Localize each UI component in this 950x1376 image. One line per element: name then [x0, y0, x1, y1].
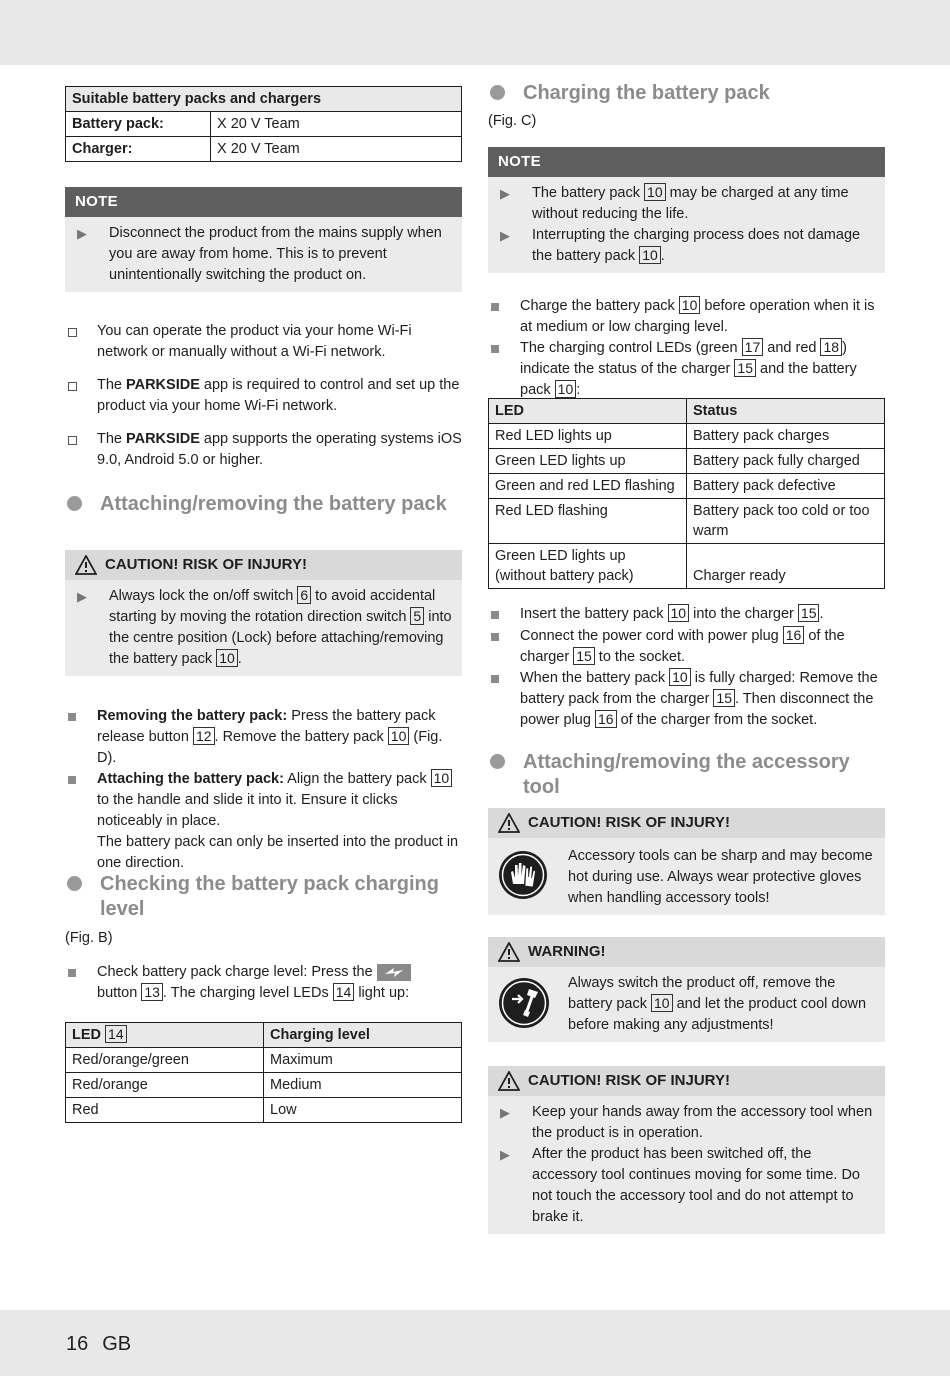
table-row: Red Low	[66, 1098, 462, 1123]
list-item: Charge the battery pack 10 before operation when it is at medium or low charging level.	[488, 296, 885, 338]
caution-heading: CAUTION! RISK OF INJURY!	[528, 1072, 730, 1089]
square-bullet-icon	[491, 345, 499, 353]
charge-list	[488, 296, 885, 401]
warning-text: Always switch the product off, remove the battery pack 10 and let the product cool down before making any adjustments!	[568, 975, 867, 1033]
led-status-table: LED Status Red LED lights up Battery pack charges Green LED lights up Battery pack fully charged Green and red LED flashing Battery pack defective Red LED flashing Battery pack too cold or too warm Green LED lights up (without battery pack) Charger ready	[488, 398, 885, 589]
charge-level-button-icon	[377, 964, 411, 981]
list-item: Attaching the battery pack: Align the battery pack 10 to the handle and slide it into it. Ensure it clicks noticeably in place. The battery pack can only be inserted into the product in one direction.	[65, 769, 462, 874]
note-box	[65, 187, 462, 292]
square-bullet-icon	[491, 611, 499, 619]
caution-heading: CAUTION! RISK OF INJURY!	[105, 556, 307, 573]
section-dot-icon	[490, 85, 505, 100]
square-bullet-icon	[68, 969, 76, 977]
table-row: Battery pack: X 20 V Team	[66, 112, 462, 137]
insert-list	[488, 604, 885, 731]
warning-box	[488, 937, 885, 1042]
caution-box	[488, 808, 885, 915]
list-item: The PARKSIDE app is required to control and set up the product via your home Wi-Fi network.	[65, 375, 462, 417]
open-bullet-list	[65, 321, 462, 471]
caution-box	[488, 1066, 885, 1234]
table-row: Red LED lights up Battery pack charges	[489, 424, 885, 449]
list-item: Removing the battery pack: Press the battery pack release button 12 . Remove the battery pack 10 (Fig. D).	[65, 706, 462, 769]
square-bullet-icon	[68, 436, 77, 445]
language-code: GB	[102, 1333, 132, 1355]
page-footer	[66, 1330, 145, 1358]
play-triangle-icon: ▶	[77, 589, 87, 604]
section-heading: Attaching/removing the accessory tool	[488, 750, 885, 800]
table-row: Green and red LED flashing Battery pack defective	[489, 474, 885, 499]
section-dot-icon	[490, 754, 505, 769]
list-item: ▶ After the product has been switched off, the accessory tool continues moving for some time. Do not touch the accessory tool and do not attempt to brake it.	[500, 1146, 860, 1225]
list-item: ▶ Interrupting the charging process does not damage the battery pack 10 .	[500, 227, 861, 264]
table-row: Red/orange Medium	[66, 1073, 462, 1098]
square-bullet-icon	[68, 328, 77, 337]
unplug-icon	[498, 977, 550, 1029]
note-box	[488, 147, 885, 273]
warning-triangle-icon	[75, 555, 97, 575]
table-row: Green LED lights up (without battery pack) Charger ready	[489, 544, 885, 589]
fig-reference: (Fig. B)	[65, 930, 113, 946]
list-item: When the battery pack 10 is fully charged: Remove the battery pack from the charger 15 . Then disconnect the power plug 16 of the charger from the socket.	[488, 668, 885, 731]
warning-triangle-icon	[498, 1071, 520, 1091]
table-row: Charger: X 20 V Team	[66, 137, 462, 162]
list-item: ▶ Keep your hands away from the accessory tool when the product is in operation.	[500, 1104, 873, 1141]
note-text: Disconnect the product from the mains supply when you are away from home. This is to prevent unintentionally switching the product on.	[109, 225, 442, 283]
square-bullet-icon	[68, 713, 76, 721]
list-item: Connect the power cord with power plug 16 of the charger 15 to the socket.	[488, 626, 885, 668]
square-bullet-icon	[68, 776, 76, 784]
page-number: 16	[66, 1333, 89, 1355]
caution-box	[65, 550, 462, 676]
list-item: Insert the battery pack 10 into the charger 15 .	[488, 604, 885, 626]
section-heading: Attaching/removing the battery pack	[65, 492, 462, 517]
table-title: Suitable battery packs and chargers	[66, 87, 462, 112]
table-row: Red LED flashing Battery pack too cold or too warm	[489, 499, 885, 544]
play-triangle-icon: ▶	[500, 228, 510, 243]
battery-charger-table	[65, 86, 462, 162]
section-heading: Checking the battery pack charging level	[65, 872, 462, 922]
top-band	[0, 0, 950, 65]
note-heading: NOTE	[488, 147, 885, 177]
warning-heading: WARNING!	[528, 943, 606, 960]
list-item: The charging control LEDs (green 17 and red 18 ) indicate the status of the charger 15 and the battery pack 10 :	[488, 338, 885, 401]
table-row: Green LED lights up Battery pack fully charged	[489, 449, 885, 474]
table-row: Red/orange/green Maximum	[66, 1048, 462, 1073]
caution-heading: CAUTION! RISK OF INJURY!	[528, 814, 730, 831]
charging-level-table: LED 14 Charging level Red/orange/green Maximum Red/orange Medium Red Low	[65, 1022, 462, 1123]
warning-triangle-icon	[498, 942, 520, 962]
section-dot-icon	[67, 876, 82, 891]
section-heading: Charging the battery pack	[488, 81, 885, 106]
attach-remove-list	[65, 706, 462, 874]
list-item: You can operate the product via your home Wi-Fi network or manually without a Wi-Fi network.	[65, 321, 462, 363]
square-bullet-icon	[491, 303, 499, 311]
note-heading: NOTE	[65, 187, 462, 217]
list-item: ▶ The battery pack 10 may be charged at any time without reducing the life.	[500, 184, 849, 222]
play-triangle-icon: ▶	[77, 226, 87, 241]
caution-text: Accessory tools can be sharp and may become hot during use. Always wear protective gloves when handling accessory tools!	[568, 848, 873, 906]
square-bullet-icon	[68, 382, 77, 391]
play-triangle-icon: ▶	[500, 1147, 510, 1162]
play-triangle-icon: ▶	[500, 186, 510, 201]
square-bullet-icon	[491, 633, 499, 641]
protective-gloves-icon	[498, 850, 548, 900]
play-triangle-icon: ▶	[500, 1105, 510, 1120]
warning-triangle-icon	[498, 813, 520, 833]
check-level-item: Check battery pack charge level: Press the button 13 . The charging level LEDs 14 light up:	[65, 962, 462, 1004]
caution-text: Always lock the on/off switch 6 to avoid accidental starting by moving the rotation direction switch 5 into the centre position (Lock) before attaching/removing the battery pack 10 .	[109, 587, 452, 667]
list-item: The PARKSIDE app supports the operating systems iOS 9.0, Android 5.0 or higher.	[65, 429, 462, 471]
square-bullet-icon	[491, 675, 499, 683]
section-dot-icon	[67, 496, 82, 511]
fig-reference: (Fig. C)	[488, 113, 537, 129]
